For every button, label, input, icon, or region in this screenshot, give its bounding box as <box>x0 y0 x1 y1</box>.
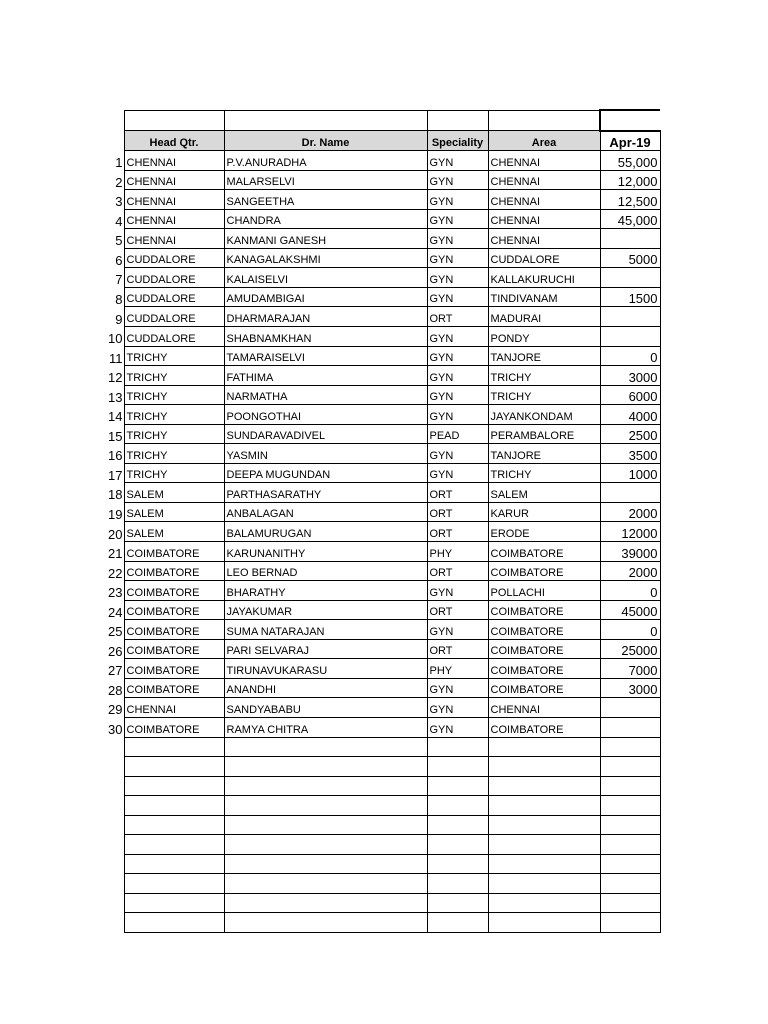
empty-cell[interactable] <box>224 893 427 913</box>
dr-name-cell[interactable]: KANAGALAKSHMI <box>224 248 427 268</box>
table-row <box>100 170 660 190</box>
empty-row <box>100 913 660 933</box>
empty-cell[interactable] <box>488 815 600 835</box>
empty-cell[interactable] <box>488 893 600 913</box>
empty-cell[interactable] <box>224 854 427 874</box>
area-cell[interactable]: PERAMBALORE <box>488 424 600 444</box>
dr-name-cell[interactable]: SUMA NATARAJAN <box>224 620 427 640</box>
row-index-cell <box>100 776 124 796</box>
amount-cell[interactable]: 3500 <box>600 444 660 464</box>
head-qtr-cell[interactable]: TRICHY <box>124 463 224 483</box>
empty-cell[interactable] <box>600 776 660 796</box>
amount-cell[interactable] <box>600 698 660 718</box>
area-cell[interactable]: COIMBATORE <box>488 717 600 737</box>
row-number: 30 <box>108 722 123 737</box>
speciality-cell[interactable]: GYN <box>427 327 488 347</box>
speciality-cell[interactable]: ORT <box>427 502 488 522</box>
header-month[interactable]: Apr-19 <box>600 131 660 151</box>
head-qtr-cell[interactable]: TRICHY <box>124 405 224 425</box>
row-index-cell <box>100 131 124 151</box>
table-row <box>100 209 660 229</box>
row-number: 9 <box>115 311 123 327</box>
empty-cell[interactable] <box>224 835 427 855</box>
empty-cell[interactable] <box>427 757 488 777</box>
head-qtr-cell[interactable]: COIMBATORE <box>124 717 224 737</box>
amount-cell[interactable]: 2000 <box>600 502 660 522</box>
empty-cell[interactable] <box>600 815 660 835</box>
amount-cell[interactable]: 25000 <box>600 639 660 659</box>
table-row <box>100 463 660 483</box>
empty-cell[interactable] <box>488 874 600 894</box>
area-cell[interactable]: ERODE <box>488 522 600 542</box>
speciality-cell[interactable]: GYN <box>427 581 488 601</box>
area-cell[interactable]: COIMBATORE <box>488 620 600 640</box>
head-qtr-cell[interactable]: CHENNAI <box>124 151 224 171</box>
empty-cell[interactable] <box>427 815 488 835</box>
empty-cell[interactable] <box>124 737 224 757</box>
dr-name-cell[interactable]: KALAISELVI <box>224 268 427 288</box>
row-number: 16 <box>108 448 123 464</box>
empty-cell[interactable] <box>600 913 660 933</box>
head-qtr-cell[interactable]: SALEM <box>124 502 224 522</box>
area-cell[interactable]: TINDIVANAM <box>488 287 600 307</box>
empty-row <box>100 893 660 913</box>
head-qtr-cell[interactable]: TRICHY <box>124 346 224 366</box>
header-dr-name[interactable]: Dr. Name <box>224 131 427 151</box>
empty-cell[interactable] <box>124 815 224 835</box>
row-number: 8 <box>115 291 123 307</box>
empty-cell[interactable] <box>427 776 488 796</box>
table-row <box>100 678 660 698</box>
row-number: 19 <box>108 506 123 522</box>
table-row <box>100 287 660 307</box>
amount-cell[interactable]: 6000 <box>600 385 660 405</box>
area-cell[interactable]: MADURAI <box>488 307 600 327</box>
doctor-table <box>100 109 661 933</box>
empty-cell[interactable] <box>427 893 488 913</box>
amount-cell[interactable]: 2500 <box>600 424 660 444</box>
amount-cell[interactable]: 0 <box>600 346 660 366</box>
empty-cell[interactable] <box>224 737 427 757</box>
speciality-cell[interactable]: PEAD <box>427 424 488 444</box>
speciality-cell[interactable]: ORT <box>427 600 488 620</box>
amount-cell[interactable]: 5000 <box>600 248 660 268</box>
head-qtr-cell[interactable]: CUDDALORE <box>124 268 224 288</box>
dr-name-cell[interactable]: LEO BERNAD <box>224 561 427 581</box>
amount-cell[interactable]: 12,500 <box>600 190 660 210</box>
speciality-cell[interactable]: GYN <box>427 698 488 718</box>
header-speciality[interactable]: Speciality <box>427 131 488 151</box>
dr-name-cell[interactable]: SUNDARAVADIVEL <box>224 424 427 444</box>
empty-cell[interactable] <box>224 757 427 777</box>
blank-cell[interactable] <box>488 110 600 131</box>
empty-cell[interactable] <box>124 893 224 913</box>
speciality-cell[interactable]: GYN <box>427 151 488 171</box>
dr-name-cell[interactable]: AMUDAMBIGAI <box>224 287 427 307</box>
empty-cell[interactable] <box>224 913 427 933</box>
area-cell[interactable]: CHENNAI <box>488 190 600 210</box>
speciality-cell[interactable]: ORT <box>427 561 488 581</box>
header-head-qtr[interactable]: Head Qtr. <box>124 131 224 151</box>
empty-cell[interactable] <box>600 796 660 816</box>
dr-name-cell[interactable]: P.V.ANURADHA <box>224 151 427 171</box>
row-number: 18 <box>108 487 123 503</box>
row-index-cell <box>100 913 124 933</box>
row-number: 27 <box>108 663 123 679</box>
table-row <box>100 190 660 210</box>
amount-cell[interactable] <box>600 229 660 249</box>
empty-row <box>100 737 660 757</box>
area-cell[interactable]: COIMBATORE <box>488 542 600 562</box>
table-row <box>100 248 660 268</box>
table-row <box>100 639 660 659</box>
empty-cell[interactable] <box>600 893 660 913</box>
speciality-cell[interactable]: GYN <box>427 444 488 464</box>
head-qtr-cell[interactable]: COIMBATORE <box>124 678 224 698</box>
empty-cell[interactable] <box>600 854 660 874</box>
amount-cell[interactable] <box>600 717 660 737</box>
dr-name-cell[interactable]: CHANDRA <box>224 209 427 229</box>
row-number: 17 <box>108 467 123 483</box>
empty-cell[interactable] <box>124 854 224 874</box>
head-qtr-cell[interactable]: CUDDALORE <box>124 307 224 327</box>
head-qtr-cell[interactable]: CHENNAI <box>124 170 224 190</box>
table-row <box>100 307 660 327</box>
speciality-cell[interactable]: PHY <box>427 659 488 679</box>
dr-name-cell[interactable]: MALARSELVI <box>224 170 427 190</box>
amount-cell[interactable]: 39000 <box>600 542 660 562</box>
head-qtr-cell[interactable]: COIMBATORE <box>124 581 224 601</box>
table-row <box>100 366 660 386</box>
dr-name-cell[interactable]: DHARMARAJAN <box>224 307 427 327</box>
row-number: 28 <box>108 682 123 698</box>
row-number: 26 <box>108 643 123 659</box>
head-qtr-cell[interactable]: SALEM <box>124 483 224 503</box>
area-cell[interactable]: TRICHY <box>488 385 600 405</box>
area-cell[interactable]: KALLAKURUCHI <box>488 268 600 288</box>
empty-cell[interactable] <box>488 854 600 874</box>
table-row <box>100 483 660 503</box>
amount-cell[interactable]: 0 <box>600 581 660 601</box>
speciality-cell[interactable]: GYN <box>427 366 488 386</box>
area-cell[interactable]: COIMBATORE <box>488 600 600 620</box>
row-index-cell <box>100 854 124 874</box>
dr-name-cell[interactable]: SANGEETHA <box>224 190 427 210</box>
empty-cell[interactable] <box>224 776 427 796</box>
row-number: 10 <box>108 331 123 347</box>
head-qtr-cell[interactable]: CUDDALORE <box>124 287 224 307</box>
empty-cell[interactable] <box>124 835 224 855</box>
head-qtr-cell[interactable]: CHENNAI <box>124 190 224 210</box>
speciality-cell[interactable]: GYN <box>427 405 488 425</box>
dr-name-cell[interactable]: NARMATHA <box>224 385 427 405</box>
head-qtr-cell[interactable]: CUDDALORE <box>124 327 224 347</box>
area-cell[interactable]: POLLACHI <box>488 581 600 601</box>
table-row <box>100 522 660 542</box>
area-cell[interactable]: CHENNAI <box>488 209 600 229</box>
row-number: 20 <box>108 526 123 542</box>
row-number: 7 <box>115 272 123 288</box>
speciality-cell[interactable]: GYN <box>427 620 488 640</box>
dr-name-cell[interactable]: DEEPA MUGUNDAN <box>224 463 427 483</box>
empty-cell[interactable] <box>427 874 488 894</box>
dr-name-cell[interactable]: ANBALAGAN <box>224 502 427 522</box>
amount-cell[interactable]: 7000 <box>600 659 660 679</box>
empty-cell[interactable] <box>124 776 224 796</box>
spreadsheet <box>100 109 661 933</box>
dr-name-cell[interactable]: PARI SELVARAJ <box>224 639 427 659</box>
amount-cell[interactable] <box>600 327 660 347</box>
row-index-cell <box>100 757 124 777</box>
selected-cell[interactable] <box>600 110 660 131</box>
dr-name-cell[interactable]: RAMYA CHITRA <box>224 717 427 737</box>
amount-cell[interactable]: 3000 <box>600 678 660 698</box>
speciality-cell[interactable]: GYN <box>427 678 488 698</box>
area-cell[interactable]: COIMBATORE <box>488 639 600 659</box>
speciality-cell[interactable]: GYN <box>427 268 488 288</box>
speciality-cell[interactable]: ORT <box>427 522 488 542</box>
row-number: 24 <box>108 604 123 620</box>
row-index-cell <box>100 815 124 835</box>
blank-cell[interactable] <box>124 110 224 131</box>
dr-name-cell[interactable]: KANMANI GANESH <box>224 229 427 249</box>
area-cell[interactable]: COIMBATORE <box>488 678 600 698</box>
area-cell[interactable]: CHENNAI <box>488 151 600 171</box>
table-row <box>100 659 660 679</box>
empty-cell[interactable] <box>124 796 224 816</box>
empty-cell[interactable] <box>600 737 660 757</box>
speciality-cell[interactable]: GYN <box>427 463 488 483</box>
header-area[interactable]: Area <box>488 131 600 151</box>
speciality-cell[interactable]: GYN <box>427 229 488 249</box>
speciality-cell[interactable]: ORT <box>427 307 488 327</box>
row-number: 3 <box>115 194 123 210</box>
blank-cell[interactable] <box>224 110 427 131</box>
head-qtr-cell[interactable]: COIMBATORE <box>124 639 224 659</box>
table-row <box>100 502 660 522</box>
table-row <box>100 698 660 718</box>
area-cell[interactable]: KARUR <box>488 502 600 522</box>
empty-row <box>100 796 660 816</box>
row-number: 22 <box>108 565 123 581</box>
head-qtr-cell[interactable]: CHENNAI <box>124 209 224 229</box>
empty-cell[interactable] <box>124 757 224 777</box>
table-row <box>100 346 660 366</box>
blank-top-row <box>100 110 660 131</box>
row-number: 6 <box>115 252 123 268</box>
area-cell[interactable]: CUDDALORE <box>488 248 600 268</box>
row-number: 11 <box>109 350 123 366</box>
dr-name-cell[interactable]: PARTHASARATHY <box>224 483 427 503</box>
row-number: 1 <box>115 155 123 171</box>
head-qtr-cell[interactable]: COIMBATORE <box>124 600 224 620</box>
head-qtr-cell[interactable]: TRICHY <box>124 424 224 444</box>
empty-row <box>100 854 660 874</box>
empty-row <box>100 757 660 777</box>
area-cell[interactable]: CHENNAI <box>488 229 600 249</box>
amount-cell[interactable]: 12,000 <box>600 170 660 190</box>
empty-cell[interactable] <box>488 757 600 777</box>
row-number: 14 <box>108 409 123 425</box>
head-qtr-cell[interactable]: COIMBATORE <box>124 542 224 562</box>
empty-cell[interactable] <box>427 854 488 874</box>
empty-cell[interactable] <box>427 835 488 855</box>
empty-cell[interactable] <box>427 737 488 757</box>
speciality-cell[interactable]: GYN <box>427 190 488 210</box>
area-cell[interactable]: TRICHY <box>488 463 600 483</box>
dr-name-cell[interactable]: POONGOTHAI <box>224 405 427 425</box>
row-index-cell <box>100 796 124 816</box>
amount-cell[interactable]: 4000 <box>600 405 660 425</box>
dr-name-cell[interactable]: FATHIMA <box>224 366 427 386</box>
area-cell[interactable]: SALEM <box>488 483 600 503</box>
amount-cell[interactable]: 12000 <box>600 522 660 542</box>
speciality-cell[interactable]: ORT <box>427 483 488 503</box>
empty-cell[interactable] <box>427 796 488 816</box>
head-qtr-cell[interactable]: TRICHY <box>124 385 224 405</box>
empty-row <box>100 874 660 894</box>
head-qtr-cell[interactable]: COIMBATORE <box>124 561 224 581</box>
head-qtr-cell[interactable]: CHENNAI <box>124 229 224 249</box>
table-row <box>100 151 660 171</box>
dr-name-cell[interactable]: BALAMURUGAN <box>224 522 427 542</box>
row-index-cell <box>100 110 124 131</box>
row-number: 13 <box>108 389 123 405</box>
row-number: 15 <box>108 428 123 444</box>
amount-cell[interactable] <box>600 268 660 288</box>
table-row <box>100 327 660 347</box>
dr-name-cell[interactable]: TIRUNAVUKARASU <box>224 659 427 679</box>
row-index-cell <box>100 835 124 855</box>
empty-row <box>100 776 660 796</box>
row-number: 5 <box>115 233 123 249</box>
empty-cell[interactable] <box>224 796 427 816</box>
area-cell[interactable]: COIMBATORE <box>488 659 600 679</box>
area-cell[interactable]: PONDY <box>488 327 600 347</box>
row-number: 23 <box>108 585 123 601</box>
area-cell[interactable]: TANJORE <box>488 346 600 366</box>
empty-cell[interactable] <box>224 815 427 835</box>
empty-row <box>100 835 660 855</box>
area-cell[interactable]: JAYANKONDAM <box>488 405 600 425</box>
speciality-cell[interactable]: GYN <box>427 248 488 268</box>
amount-cell[interactable]: 2000 <box>600 561 660 581</box>
empty-cell[interactable] <box>427 913 488 933</box>
table-row <box>100 561 660 581</box>
row-number: 21 <box>108 546 123 562</box>
row-number: 29 <box>108 702 123 718</box>
area-cell[interactable]: CHENNAI <box>488 170 600 190</box>
head-qtr-cell[interactable]: COIMBATORE <box>124 620 224 640</box>
amount-cell[interactable]: 1000 <box>600 463 660 483</box>
head-qtr-cell[interactable]: COIMBATORE <box>124 659 224 679</box>
amount-cell[interactable]: 0 <box>600 620 660 640</box>
dr-name-cell[interactable]: ANANDHI <box>224 678 427 698</box>
empty-cell[interactable] <box>600 757 660 777</box>
head-qtr-cell[interactable]: TRICHY <box>124 444 224 464</box>
area-cell[interactable]: TANJORE <box>488 444 600 464</box>
dr-name-cell[interactable]: TAMARAISELVI <box>224 346 427 366</box>
amount-cell[interactable]: 1500 <box>600 287 660 307</box>
dr-name-cell[interactable]: SANDYABABU <box>224 698 427 718</box>
head-qtr-cell[interactable]: CHENNAI <box>124 698 224 718</box>
speciality-cell[interactable]: GYN <box>427 385 488 405</box>
table-row <box>100 405 660 425</box>
blank-cell[interactable] <box>427 110 488 131</box>
speciality-cell[interactable]: GYN <box>427 170 488 190</box>
dr-name-cell[interactable]: SHABNAMKHAN <box>224 327 427 347</box>
empty-cell[interactable] <box>488 737 600 757</box>
row-index-cell <box>100 874 124 894</box>
area-cell[interactable]: COIMBATORE <box>488 561 600 581</box>
amount-cell[interactable] <box>600 307 660 327</box>
dr-name-cell[interactable]: JAYAKUMAR <box>224 600 427 620</box>
amount-cell[interactable]: 3000 <box>600 366 660 386</box>
speciality-cell[interactable]: ORT <box>427 639 488 659</box>
head-qtr-cell[interactable]: TRICHY <box>124 366 224 386</box>
empty-cell[interactable] <box>488 835 600 855</box>
row-number: 12 <box>108 370 123 386</box>
table-row <box>100 424 660 444</box>
table-row <box>100 542 660 562</box>
empty-cell[interactable] <box>488 796 600 816</box>
area-cell[interactable]: TRICHY <box>488 366 600 386</box>
table-row <box>100 268 660 288</box>
table-row <box>100 581 660 601</box>
speciality-cell[interactable]: PHY <box>427 542 488 562</box>
empty-cell[interactable] <box>600 874 660 894</box>
row-number: 4 <box>115 213 123 229</box>
amount-cell[interactable]: 45000 <box>600 600 660 620</box>
empty-cell[interactable] <box>488 776 600 796</box>
table-row <box>100 444 660 464</box>
area-cell[interactable]: CHENNAI <box>488 698 600 718</box>
row-number: 25 <box>108 624 123 640</box>
head-qtr-cell[interactable]: CUDDALORE <box>124 248 224 268</box>
empty-cell[interactable] <box>600 835 660 855</box>
speciality-cell[interactable]: GYN <box>427 717 488 737</box>
empty-cell[interactable] <box>488 913 600 933</box>
row-index-cell <box>100 893 124 913</box>
dr-name-cell[interactable]: KARUNANITHY <box>224 542 427 562</box>
speciality-cell[interactable]: GYN <box>427 346 488 366</box>
table-row <box>100 229 660 249</box>
amount-cell[interactable]: 45,000 <box>600 209 660 229</box>
table-row <box>100 600 660 620</box>
header-row <box>100 131 660 151</box>
row-index-cell <box>100 737 124 757</box>
empty-cell[interactable] <box>124 874 224 894</box>
dr-name-cell[interactable]: YASMIN <box>224 444 427 464</box>
table-row <box>100 620 660 640</box>
empty-cell[interactable] <box>124 913 224 933</box>
amount-cell[interactable]: 55,000 <box>600 151 660 171</box>
speciality-cell[interactable]: GYN <box>427 209 488 229</box>
head-qtr-cell[interactable]: SALEM <box>124 522 224 542</box>
dr-name-cell[interactable]: BHARATHY <box>224 581 427 601</box>
speciality-cell[interactable]: GYN <box>427 287 488 307</box>
amount-cell[interactable] <box>600 483 660 503</box>
row-number: 2 <box>115 174 123 190</box>
empty-cell[interactable] <box>224 874 427 894</box>
table-row <box>100 717 660 737</box>
empty-row <box>100 815 660 835</box>
table-row <box>100 385 660 405</box>
